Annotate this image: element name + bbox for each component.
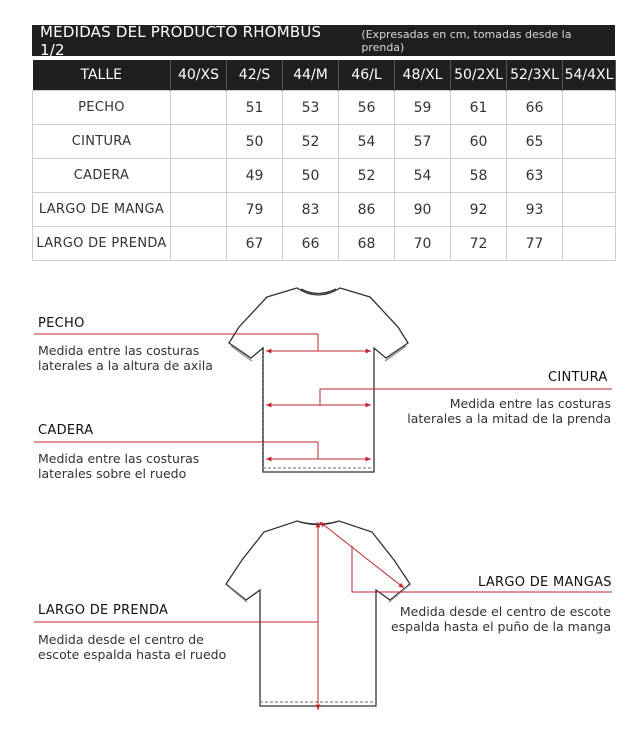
pecho-description [38,343,213,373]
table-cell: 66 [283,227,339,261]
table-cell: 53 [283,91,339,125]
size-header: 40/XS [171,60,227,91]
table-cell: 68 [339,227,395,261]
table-cell: 70 [395,227,451,261]
largo-manga-arrow [320,522,404,588]
table-cell: 50 [227,125,283,159]
pecho-title: PECHO [38,316,85,331]
table-title: MEDIDAS DEL PRODUCTO RHOMBUS 1/2 [40,22,322,59]
cadera-desc-line: Medida entre las costuras [38,451,200,466]
row-label: CINTURA [33,125,171,159]
table-cell: 67 [227,227,283,261]
largo-prenda-title: LARGO DE PRENDA [38,603,169,618]
pecho-desc-line: laterales a la altura de axila [38,358,213,373]
table-cell: 49 [227,159,283,193]
table-cell: 52 [283,125,339,159]
largo-mangas-title: LARGO DE MANGAS [478,575,612,590]
size-header: 50/2XL [451,60,507,91]
cintura-desc-line: Medida entre las costuras [449,396,611,411]
pecho-desc-line: Medida entre las costuras [38,343,200,358]
table-cell: 77 [507,227,563,261]
table-cell: 93 [507,193,563,227]
cintura-description [407,396,611,426]
table-cell: 58 [451,159,507,193]
table-cell: 65 [507,125,563,159]
table-cell: 83 [283,193,339,227]
row-label: CADERA [33,159,171,193]
table-cell: 63 [507,159,563,193]
size-header: 54/4XL [563,60,616,91]
table-cell: 90 [395,193,451,227]
table-cell: 54 [395,159,451,193]
size-header: 46/L [339,60,395,91]
table-cell: 54 [339,125,395,159]
largo-mangas-description [391,604,611,634]
cintura-title: CINTURA [548,370,608,385]
cadera-description [38,451,199,481]
header-talle: TALLE [33,60,171,91]
largo-prenda-desc-line: escote espalda hasta el ruedo [38,647,227,662]
cintura-desc-line: laterales a la mitad de la prenda [407,411,611,426]
table-cell: 92 [451,193,507,227]
table-cell: 57 [395,125,451,159]
row-label: LARGO DE MANGA [33,193,171,227]
size-header: 48/XL [395,60,451,91]
largo-mangas-desc-line: espalda hasta el puño de la manga [390,619,611,634]
table-cell: 86 [339,193,395,227]
row-label: LARGO DE PRENDA [33,227,171,261]
size-header: 52/3XL [507,60,563,91]
row-label: PECHO [33,91,171,125]
table-cell: 50 [283,159,339,193]
table-cell: 59 [395,91,451,125]
table-subtitle: (Expresadas en cm, tomadas desde la prenda) [361,27,572,54]
table-cell: 56 [339,91,395,125]
cadera-desc-line: laterales sobre el ruedo [38,466,187,481]
table-cell: 52 [339,159,395,193]
table-cell: 79 [227,193,283,227]
size-header: 42/S [227,60,283,91]
size-header: 44/M [283,60,339,91]
table-cell: 72 [451,227,507,261]
table-cell: 60 [451,125,507,159]
largo-prenda-description [38,632,226,662]
cadera-title: CADERA [38,423,94,438]
table-cell: 66 [507,91,563,125]
largo-prenda-desc-line: Medida desde el centro de [38,632,204,647]
largo-mangas-desc-line: Medida desde el centro de escote [399,604,611,619]
table-cell: 61 [451,91,507,125]
table-cell: 51 [227,91,283,125]
